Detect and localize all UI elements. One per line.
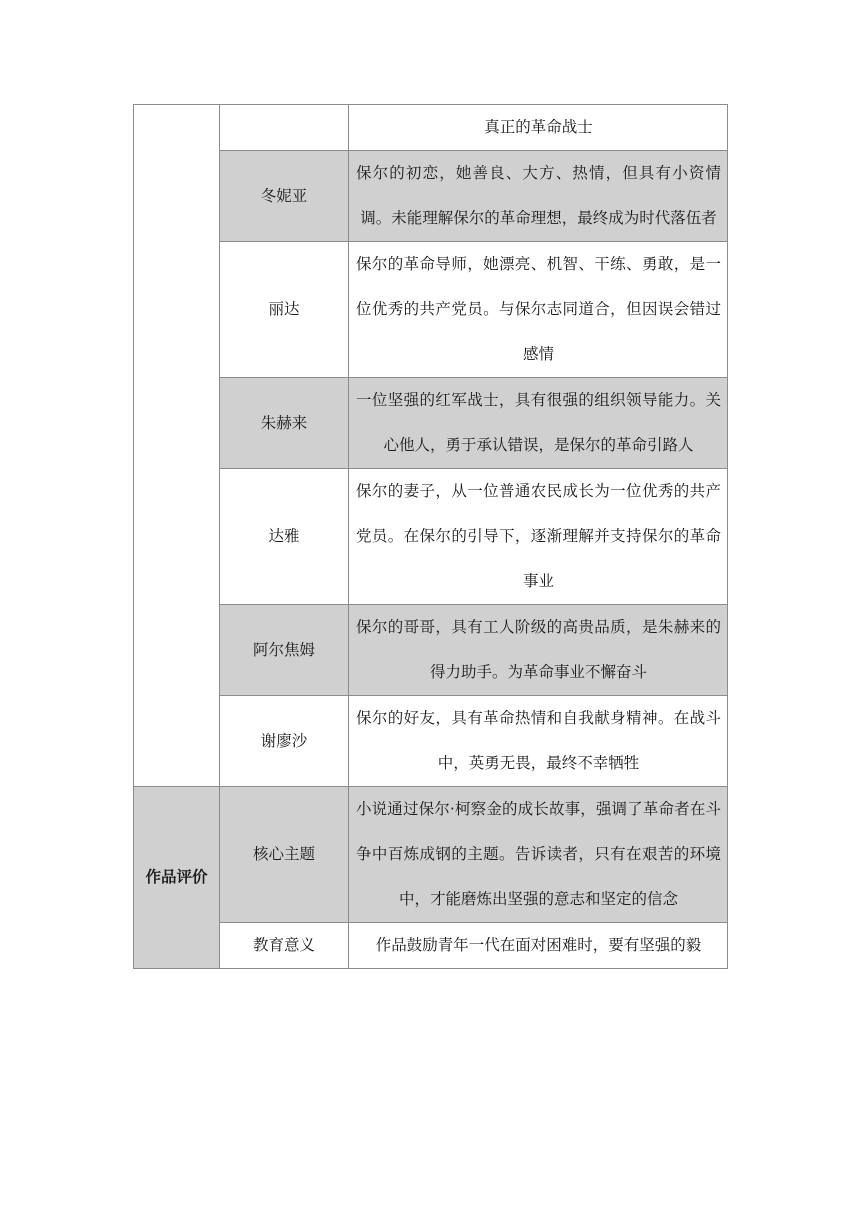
character-name-cell: 达雅	[220, 469, 349, 605]
table-row-character	[134, 605, 728, 696]
category-cell-evaluation: 作品评价	[134, 787, 220, 969]
character-description-cell: 真正的革命战士	[349, 105, 728, 151]
table-row-continuation	[134, 105, 728, 151]
character-description-cell: 保尔的革命导师，她漂亮、机智、干练、勇敢，是一位优秀的共产党员。与保尔志同道合，但因误会错过感情	[349, 242, 728, 378]
character-description-cell: 保尔的好友，具有革命热情和自我献身精神。在战斗中，英勇无畏，最终不幸牺牲	[349, 696, 728, 787]
character-name-cell: 阿尔焦姆	[220, 605, 349, 696]
category-cell-characters	[134, 105, 220, 787]
table-row-character	[134, 696, 728, 787]
table-row-evaluation	[134, 923, 728, 969]
character-name-cell: 丽达	[220, 242, 349, 378]
character-description-cell: 保尔的妻子，从一位普通农民成长为一位优秀的共产党员。在保尔的引导下，逐渐理解并支持保尔的革命事业	[349, 469, 728, 605]
evaluation-description-cell: 作品鼓励青年一代在面对困难时，要有坚强的毅	[349, 923, 728, 969]
evaluation-name-cell: 核心主题	[220, 787, 349, 923]
character-description-cell: 保尔的初恋，她善良、大方、热情，但具有小资情调。未能理解保尔的革命理想，最终成为时代落伍者	[349, 151, 728, 242]
table-row-character	[134, 469, 728, 605]
table-row-character	[134, 151, 728, 242]
character-name-cell: 谢廖沙	[220, 696, 349, 787]
evaluation-name-cell: 教育意义	[220, 923, 349, 969]
character-description-cell: 一位坚强的红军战士，具有很强的组织领导能力。关心他人，勇于承认错误，是保尔的革命引路人	[349, 378, 728, 469]
table-row-character	[134, 242, 728, 378]
character-name-cell: 冬妮亚	[220, 151, 349, 242]
table-row-evaluation	[134, 787, 728, 923]
character-description-cell: 保尔的哥哥，具有工人阶级的高贵品质，是朱赫来的得力助手。为革命事业不懈奋斗	[349, 605, 728, 696]
character-name-cell	[220, 105, 349, 151]
character-name-cell: 朱赫来	[220, 378, 349, 469]
table-row-character	[134, 378, 728, 469]
evaluation-description-cell: 小说通过保尔·柯察金的成长故事，强调了革命者在斗争中百炼成钢的主题。告诉读者，只有在艰苦的环境中，才能磨炼出坚强的意志和坚定的信念	[349, 787, 728, 923]
novel-summary-table	[133, 104, 728, 969]
